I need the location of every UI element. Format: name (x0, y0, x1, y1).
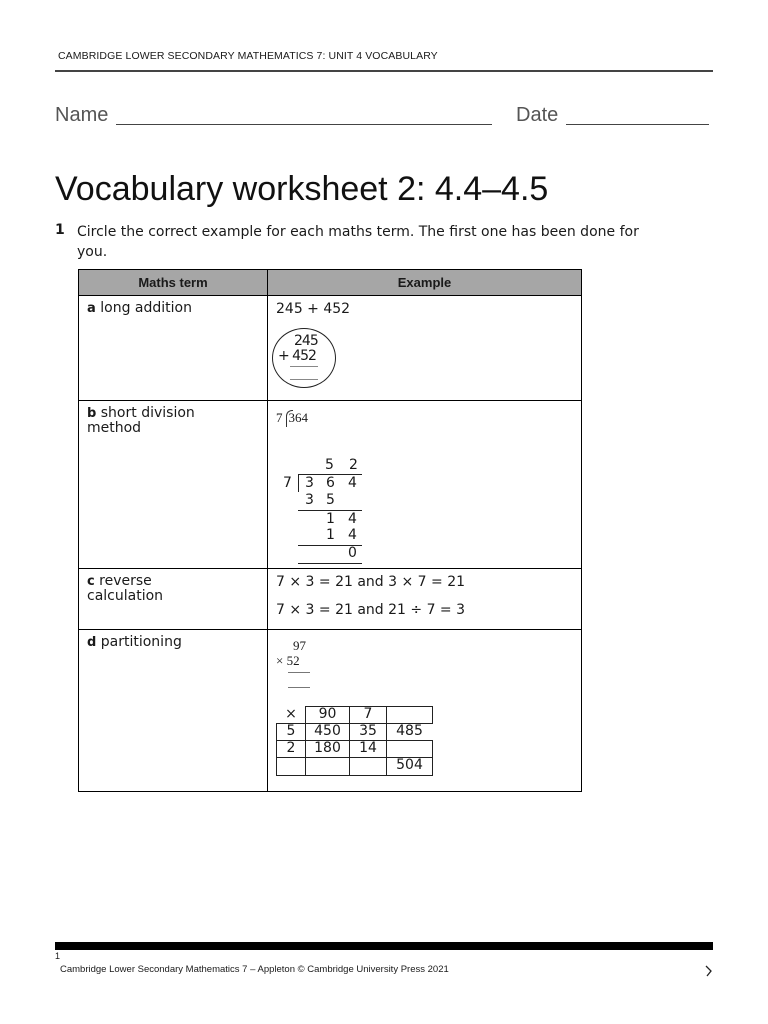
answer-line (290, 379, 318, 380)
term-letter: b (87, 406, 97, 421)
step-digit: 1 (326, 511, 335, 527)
step-digit: 3 (305, 492, 314, 508)
example-cell-b (268, 401, 582, 569)
example-reverse-calc-1[interactable]: 7 × 3 = 21 and 3 × 7 = 21 (276, 574, 466, 590)
grid-cell (349, 757, 387, 776)
grid-cell (305, 757, 350, 776)
term-letter: c (87, 574, 95, 589)
term-cell-d (79, 630, 268, 792)
vocabulary-table (78, 269, 582, 792)
term-label: partitioning (100, 634, 182, 650)
footer-bar (55, 942, 713, 950)
answer-line (288, 672, 310, 673)
term-cell-a (79, 296, 268, 401)
divisor: 7 (283, 475, 292, 491)
grid-cell: 14 (349, 740, 387, 758)
grid-cell: 2 (276, 740, 306, 758)
term-label-cont: method (87, 420, 142, 436)
grid-cell (386, 706, 433, 724)
multiplier: × 52 (276, 653, 300, 668)
table-header-row (79, 270, 582, 296)
grid-cell: 35 (349, 723, 387, 741)
multiplicand: 97 (293, 638, 306, 653)
term-cell-b (79, 401, 268, 569)
date-label: Date (516, 104, 559, 126)
dividend-digit: 6 (326, 475, 335, 491)
grid-cell: 180 (305, 740, 350, 758)
grid-cell (276, 757, 306, 776)
question-text-line1: Circle the correct example for each maths term. The first one has been done for (77, 224, 639, 240)
grid-cell: 5 (276, 723, 306, 741)
quotient-digit: 2 (349, 457, 358, 473)
table-row (79, 630, 582, 792)
example-long-addition-inline[interactable]: 245 + 452 (276, 301, 351, 317)
example-short-division[interactable] (276, 410, 308, 426)
name-field-line[interactable] (116, 124, 492, 125)
grid-cell: 7 (349, 706, 387, 724)
term-label-cont: calculation (87, 588, 164, 604)
small-dividend: 364 (288, 410, 308, 425)
footer-credit: Cambridge Lower Secondary Mathematics 7 – Appleton © Cambridge University Press 2021 (60, 964, 449, 975)
step-digit: 5 (326, 492, 335, 508)
remainder-digit: 0 (348, 545, 357, 561)
answer-line (290, 366, 318, 367)
example-long-addition-bottom[interactable]: + 452 (278, 348, 316, 364)
example-cell-d (268, 630, 582, 792)
grid-cell: × (285, 706, 297, 722)
grid-cell: 504 (386, 757, 433, 776)
term-letter: d (87, 635, 97, 650)
table-row (79, 401, 582, 569)
dividend-digit: 3 (305, 475, 314, 491)
term-letter: a (87, 301, 96, 316)
step-digit: 4 (348, 527, 357, 543)
example-cell-a (268, 296, 582, 401)
column-header-term: Maths term (79, 270, 268, 296)
header-rule (55, 70, 713, 72)
name-label: Name (55, 104, 109, 126)
quotient-digit: 5 (325, 457, 334, 473)
page-title: Vocabulary worksheet 2: 4.4–4.5 (55, 170, 549, 208)
question-text (77, 222, 707, 262)
example-long-addition-top[interactable]: 245 (294, 333, 318, 349)
question-number: 1 (55, 222, 65, 238)
small-divisor: 7 (276, 410, 283, 425)
question-text-line2: you. (77, 244, 108, 260)
grid-cell: 90 (305, 706, 350, 724)
division-bracket (298, 474, 299, 492)
table-row (79, 569, 582, 630)
grid-cell: 450 (305, 723, 350, 741)
table-row (79, 296, 582, 401)
term-label: short division (100, 405, 195, 421)
column-header-example: Example (268, 270, 582, 296)
grid-cell (386, 740, 433, 758)
date-field-line[interactable] (566, 124, 709, 125)
page-number: 1 (55, 951, 61, 961)
division-bracket (286, 410, 293, 427)
grid-cell: 485 (396, 723, 423, 739)
chevron-right-icon (704, 964, 713, 976)
term-label: reverse (99, 573, 152, 589)
example-reverse-calc-2[interactable]: 7 × 3 = 21 and 21 ÷ 7 = 3 (276, 602, 466, 618)
subtraction-line (298, 563, 362, 564)
example-cell-c (268, 569, 582, 630)
dividend-digit: 4 (348, 475, 357, 491)
step-digit: 1 (326, 527, 335, 543)
answer-line (288, 687, 310, 688)
term-cell-c (79, 569, 268, 630)
running-header: CAMBRIDGE LOWER SECONDARY MATHEMATICS 7: UNIT 4 VOCABULARY (58, 50, 438, 62)
term-label: long addition (100, 300, 192, 316)
step-digit: 4 (348, 511, 357, 527)
